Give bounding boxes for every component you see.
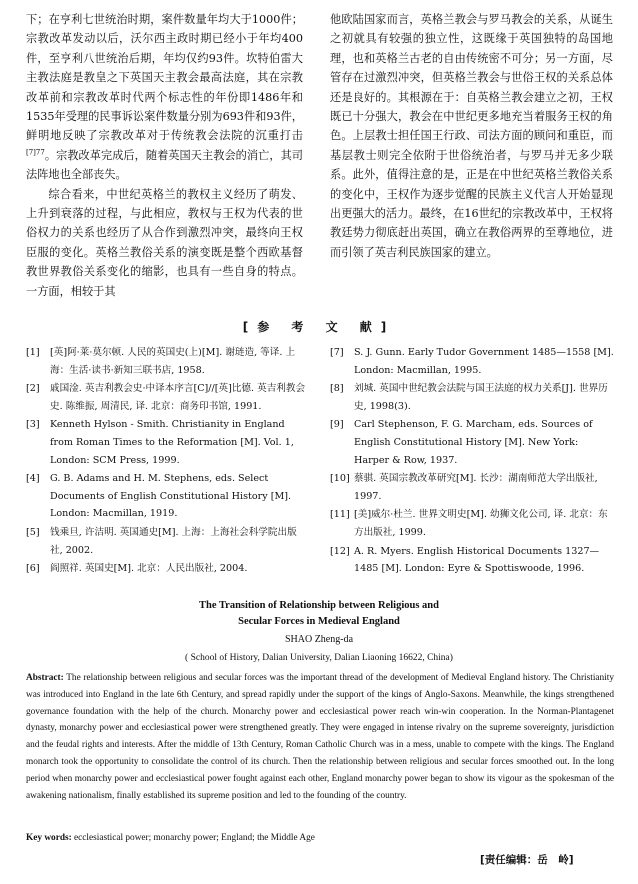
reference-text: [美]威尔·杜兰. 世界文明史[M]. 幼狮文化公司, 译. 北京：东方出版社, 1999. — [354, 509, 608, 538]
reference-item — [330, 470, 614, 505]
reference-number: [6] — [26, 563, 40, 575]
reference-item — [330, 344, 614, 379]
reference-number: [11] — [330, 509, 350, 521]
english-title-line: The Transition of Relationship between Religious and — [199, 600, 439, 611]
english-title — [0, 598, 638, 630]
reference-text: 蔡骐. 英国宗教改革研究[M]. 长沙：湖南师范大学出版社, 1997. — [354, 473, 598, 502]
paragraph-text: 。宗教改革完成后，随着英国天主教会的消亡，其司法阵地也全部丧失。 — [26, 148, 303, 182]
english-author: SHAO Zheng-da — [284, 634, 354, 645]
reference-item — [26, 560, 308, 578]
citation-superscript: [7]77 — [26, 148, 45, 157]
keywords-label: Key words: — [26, 833, 72, 843]
reference-text: Kenneth Hylson - Smith. Christianity in England from Roman Times to the Reformation [M]. Vol. 1, London: SCM Press, 1999. — [50, 419, 294, 466]
reference-number: [12] — [330, 545, 350, 557]
abstract-label: Abstract: — [26, 673, 64, 683]
reference-text: 刘城. 英国中世纪教会法院与国王法庭的权力关系[J]. 世界历史, 1998(3). — [354, 383, 608, 412]
reference-text: 戚国淦. 英吉利教会史·中译本序言[C]//[英]比德. 英吉利教会史. 陈维振, 周清民, 译. 北京：商务印书馆, 1991. — [50, 383, 306, 412]
reference-item — [330, 380, 614, 415]
keywords-text: ecclesiastical power; monarchy power; England; the Middle Age — [74, 833, 315, 843]
reference-text: A. R. Myers. English Historical Documents 1327—1485 [M]. London: Eyre & Spottiswoode, 1996. — [354, 545, 600, 575]
reference-item — [26, 524, 308, 559]
english-keywords — [26, 830, 614, 846]
english-title-line: Secular Forces in Medieval England — [238, 616, 400, 627]
editor-credit: [责任编辑：岳 岭] — [480, 854, 574, 866]
english-abstract — [26, 670, 614, 804]
body-paragraph: 他欧陆国家而言，英格兰教会与罗马教会的关系，从诞生之初就具有较强的独立性，这既缘于英国独特的岛国地理，也和英格兰古老的自由传统密不可分；另一方面，尽管存在过激烈冲突，但英格兰教会与世俗王权的关系总体还是良好的。其根源在于：自英格兰教会建立之初，王权既已十分强大，教会在中世纪更多地充当着服务王权的角色。上层教士担任国王行政、司法方面的顾问和重臣，而基层教士则完全依附于世俗统治者，与罗马并无多少联系。此外，值得注意的是，正是在中世纪英格兰教俗关系的变化中，王权作为逐步觉醒的民族主义代言人开始显现出更强大的活力。最终，在16世纪的宗教改革中，王权将教廷势力彻底赶出英国，确立在教俗两界的至尊地位，进而引领了英吉利民族国家的建立。 — [330, 13, 613, 259]
reference-text: 钱乘旦, 许洁明. 英国通史[M]. 上海：上海社会科学院出版社, 2002. — [50, 526, 297, 556]
reference-text: [英]阿·莱·莫尔顿. 人民的英国史(上)[M]. 谢琏造, 等译. 上海：生活·读书·新知三联书店, 1958. — [50, 347, 296, 376]
body-paragraph: 综合看来，中世纪英格兰的教权主义经历了萌发、上升到衰落的过程，与此相应，教权与王权为代表的世俗权力的关系也经历了从合作到激烈冲突，最终向王权臣服的变化。英格兰教俗关系的演变既是整个西欧基督教世界教俗关系变化的缩影，也具有一些自身的特点。一方面，相较于其 — [26, 187, 303, 298]
reference-item — [330, 506, 614, 541]
abstract-text: The relationship between religious and secular forces was the important thread of the development of Medieval England history. The Christianity was introduced into England in the late 6th Century, and spread rapidly under the support of the kings of Anglo-Saxons. Meanwhile, the kings strengthened governance foundation with the help of the church. Monarchy power and ecclesiastical power reach win-win cooperation. In the Norman-Plantagenet dynasty, monarchy power and ecclesiastical power were strengthened greatly. They were engaged in intense rivalry on the supreme sovereignty, jurisdiction and the feudal rights and interests. After the middle of 13th Century, Roman Catholic Church was in a mess, unable to compete with the kings. The England monarch took the opportunity to consolidate the control of its church. Then the relationship between religious and secular forces smoothed out. In the long period when monarchy power and ecclesiastical power fought against each other, England monarchy power began to show its vigour as the spokesman of the awakening nationalism, finally established its supreme position and led to the founding of the country. — [26, 673, 614, 801]
reference-text: S. J. Gunn. Early Tudor Government 1485—1558 [M]. London: Macmillan, 1995. — [354, 347, 614, 376]
reference-number: [5] — [26, 526, 40, 538]
english-affiliation: ( School of History, Dalian University, Dalian Liaoning 16622, China) — [185, 653, 453, 663]
reference-number: [10] — [330, 473, 350, 485]
reference-item — [330, 543, 614, 578]
references-heading: [参 考 文 献] — [242, 320, 396, 334]
reference-list-right — [330, 344, 614, 579]
paragraph-text: 下；在亨利七世统治时期，案件数量年均大于1000件；宗教改革发动以后，沃尔西主政时期已经小于年均400件，至亨利八世统治后期，年均仅约93件。坎特伯雷大主教法庭是教皇之下英国天主教会最高法庭，其在宗教改革前和宗教改革时代两个标志性的年份即1486年和1535年受理的民事诉讼案件数量分别为693件和93件，鲜明地反映了宗教改革对于传统教会法院的沉重打击 — [26, 13, 303, 143]
reference-number: [1] — [26, 347, 40, 358]
reference-text: Carl Stephenson, F. G. Marcham, eds. Sources of English Constitutional History [M]. New York: Harper & Row, 1937. — [354, 419, 593, 466]
reference-item — [26, 380, 308, 415]
reference-number: [7] — [330, 347, 344, 358]
reference-text: 阎照祥. 英国史[M]. 北京：人民出版社, 2004. — [50, 563, 248, 575]
reference-item — [26, 344, 308, 379]
reference-text: G. B. Adams and H. M. Stephens, eds. Select Documents of English Constitutional History [M]. London: Macmillan, 1919. — [50, 473, 292, 520]
reference-number: [9] — [330, 419, 344, 431]
reference-number: [3] — [26, 419, 40, 431]
body-column-left — [26, 10, 303, 301]
body-paragraph — [26, 10, 303, 185]
reference-item — [26, 470, 308, 523]
reference-item — [26, 416, 308, 469]
body-column-right — [330, 10, 613, 262]
reference-number: [4] — [26, 473, 40, 485]
reference-list-left — [26, 344, 308, 579]
reference-number: [8] — [330, 383, 344, 395]
reference-item — [330, 416, 614, 469]
reference-number: [2] — [26, 383, 40, 395]
